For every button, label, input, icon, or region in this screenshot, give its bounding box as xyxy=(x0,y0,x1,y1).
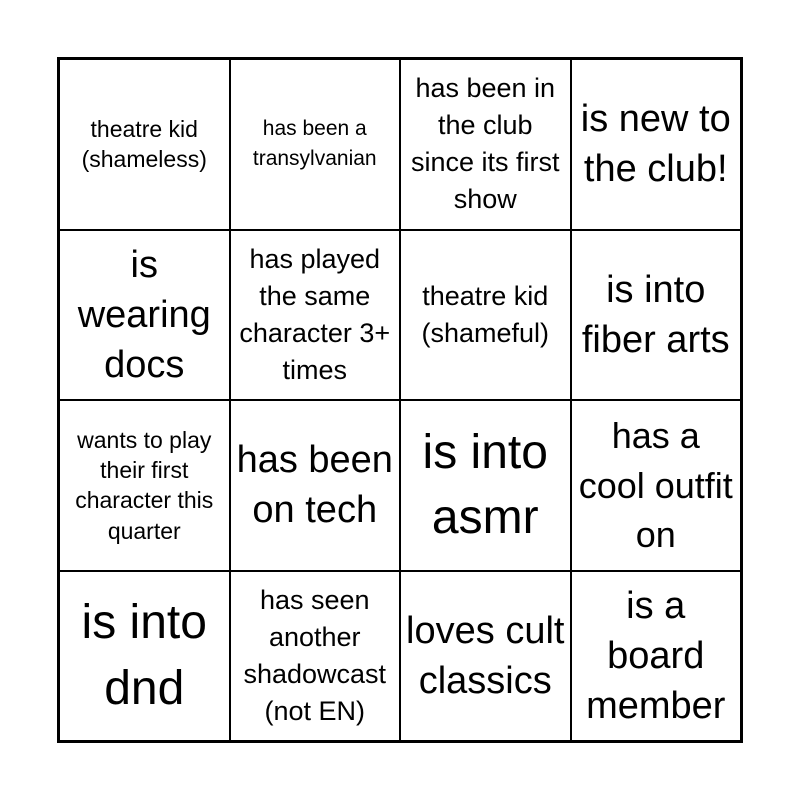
bingo-cell-text: has a cool outfit on xyxy=(578,415,733,555)
bingo-cell-text: is a board member xyxy=(586,584,726,727)
bingo-cell-text: has been on tech xyxy=(236,439,393,532)
bingo-cell[interactable] xyxy=(230,230,401,401)
bingo-cell[interactable] xyxy=(230,59,401,230)
bingo-cell-text: has been a transylvanian xyxy=(252,116,377,171)
bingo-cell[interactable] xyxy=(571,230,742,401)
bingo-cell-text: theatre kid (shameful) xyxy=(421,280,550,348)
bingo-cell-text: loves cult classics xyxy=(406,609,565,702)
bingo-cell[interactable] xyxy=(230,400,401,571)
bingo-cell-text: wants to play their first character this quarter xyxy=(75,426,214,544)
bingo-cell-text: is into fiber arts xyxy=(581,268,730,361)
bingo-cell-text: is wearing docs xyxy=(77,243,211,386)
bingo-cell[interactable] xyxy=(59,400,230,571)
bingo-cell[interactable] xyxy=(571,571,742,742)
bingo-cell-text: theatre kid (shameless) xyxy=(81,115,207,173)
bingo-cell[interactable] xyxy=(400,230,571,401)
bingo-cell[interactable] xyxy=(400,400,571,571)
bingo-cell[interactable] xyxy=(400,59,571,230)
bingo-cell-text: has seen another shadowcast (not EN) xyxy=(243,584,387,726)
bingo-cell[interactable] xyxy=(59,59,230,230)
bingo-cell[interactable] xyxy=(571,400,742,571)
bingo-cell[interactable] xyxy=(230,571,401,742)
bingo-cell-text: has played the same character 3+ times xyxy=(239,243,391,385)
bingo-cell[interactable] xyxy=(400,571,571,742)
bingo-cell-text: is into dnd xyxy=(81,596,207,715)
bingo-cell[interactable] xyxy=(571,59,742,230)
bingo-board xyxy=(57,57,743,743)
bingo-cell-text: is new to the club! xyxy=(580,98,731,191)
bingo-cell[interactable] xyxy=(59,571,230,742)
bingo-cell-text: has been in the club since its first show xyxy=(410,73,560,215)
bingo-cell[interactable] xyxy=(59,230,230,401)
bingo-cell-text: is into asmr xyxy=(422,425,548,545)
